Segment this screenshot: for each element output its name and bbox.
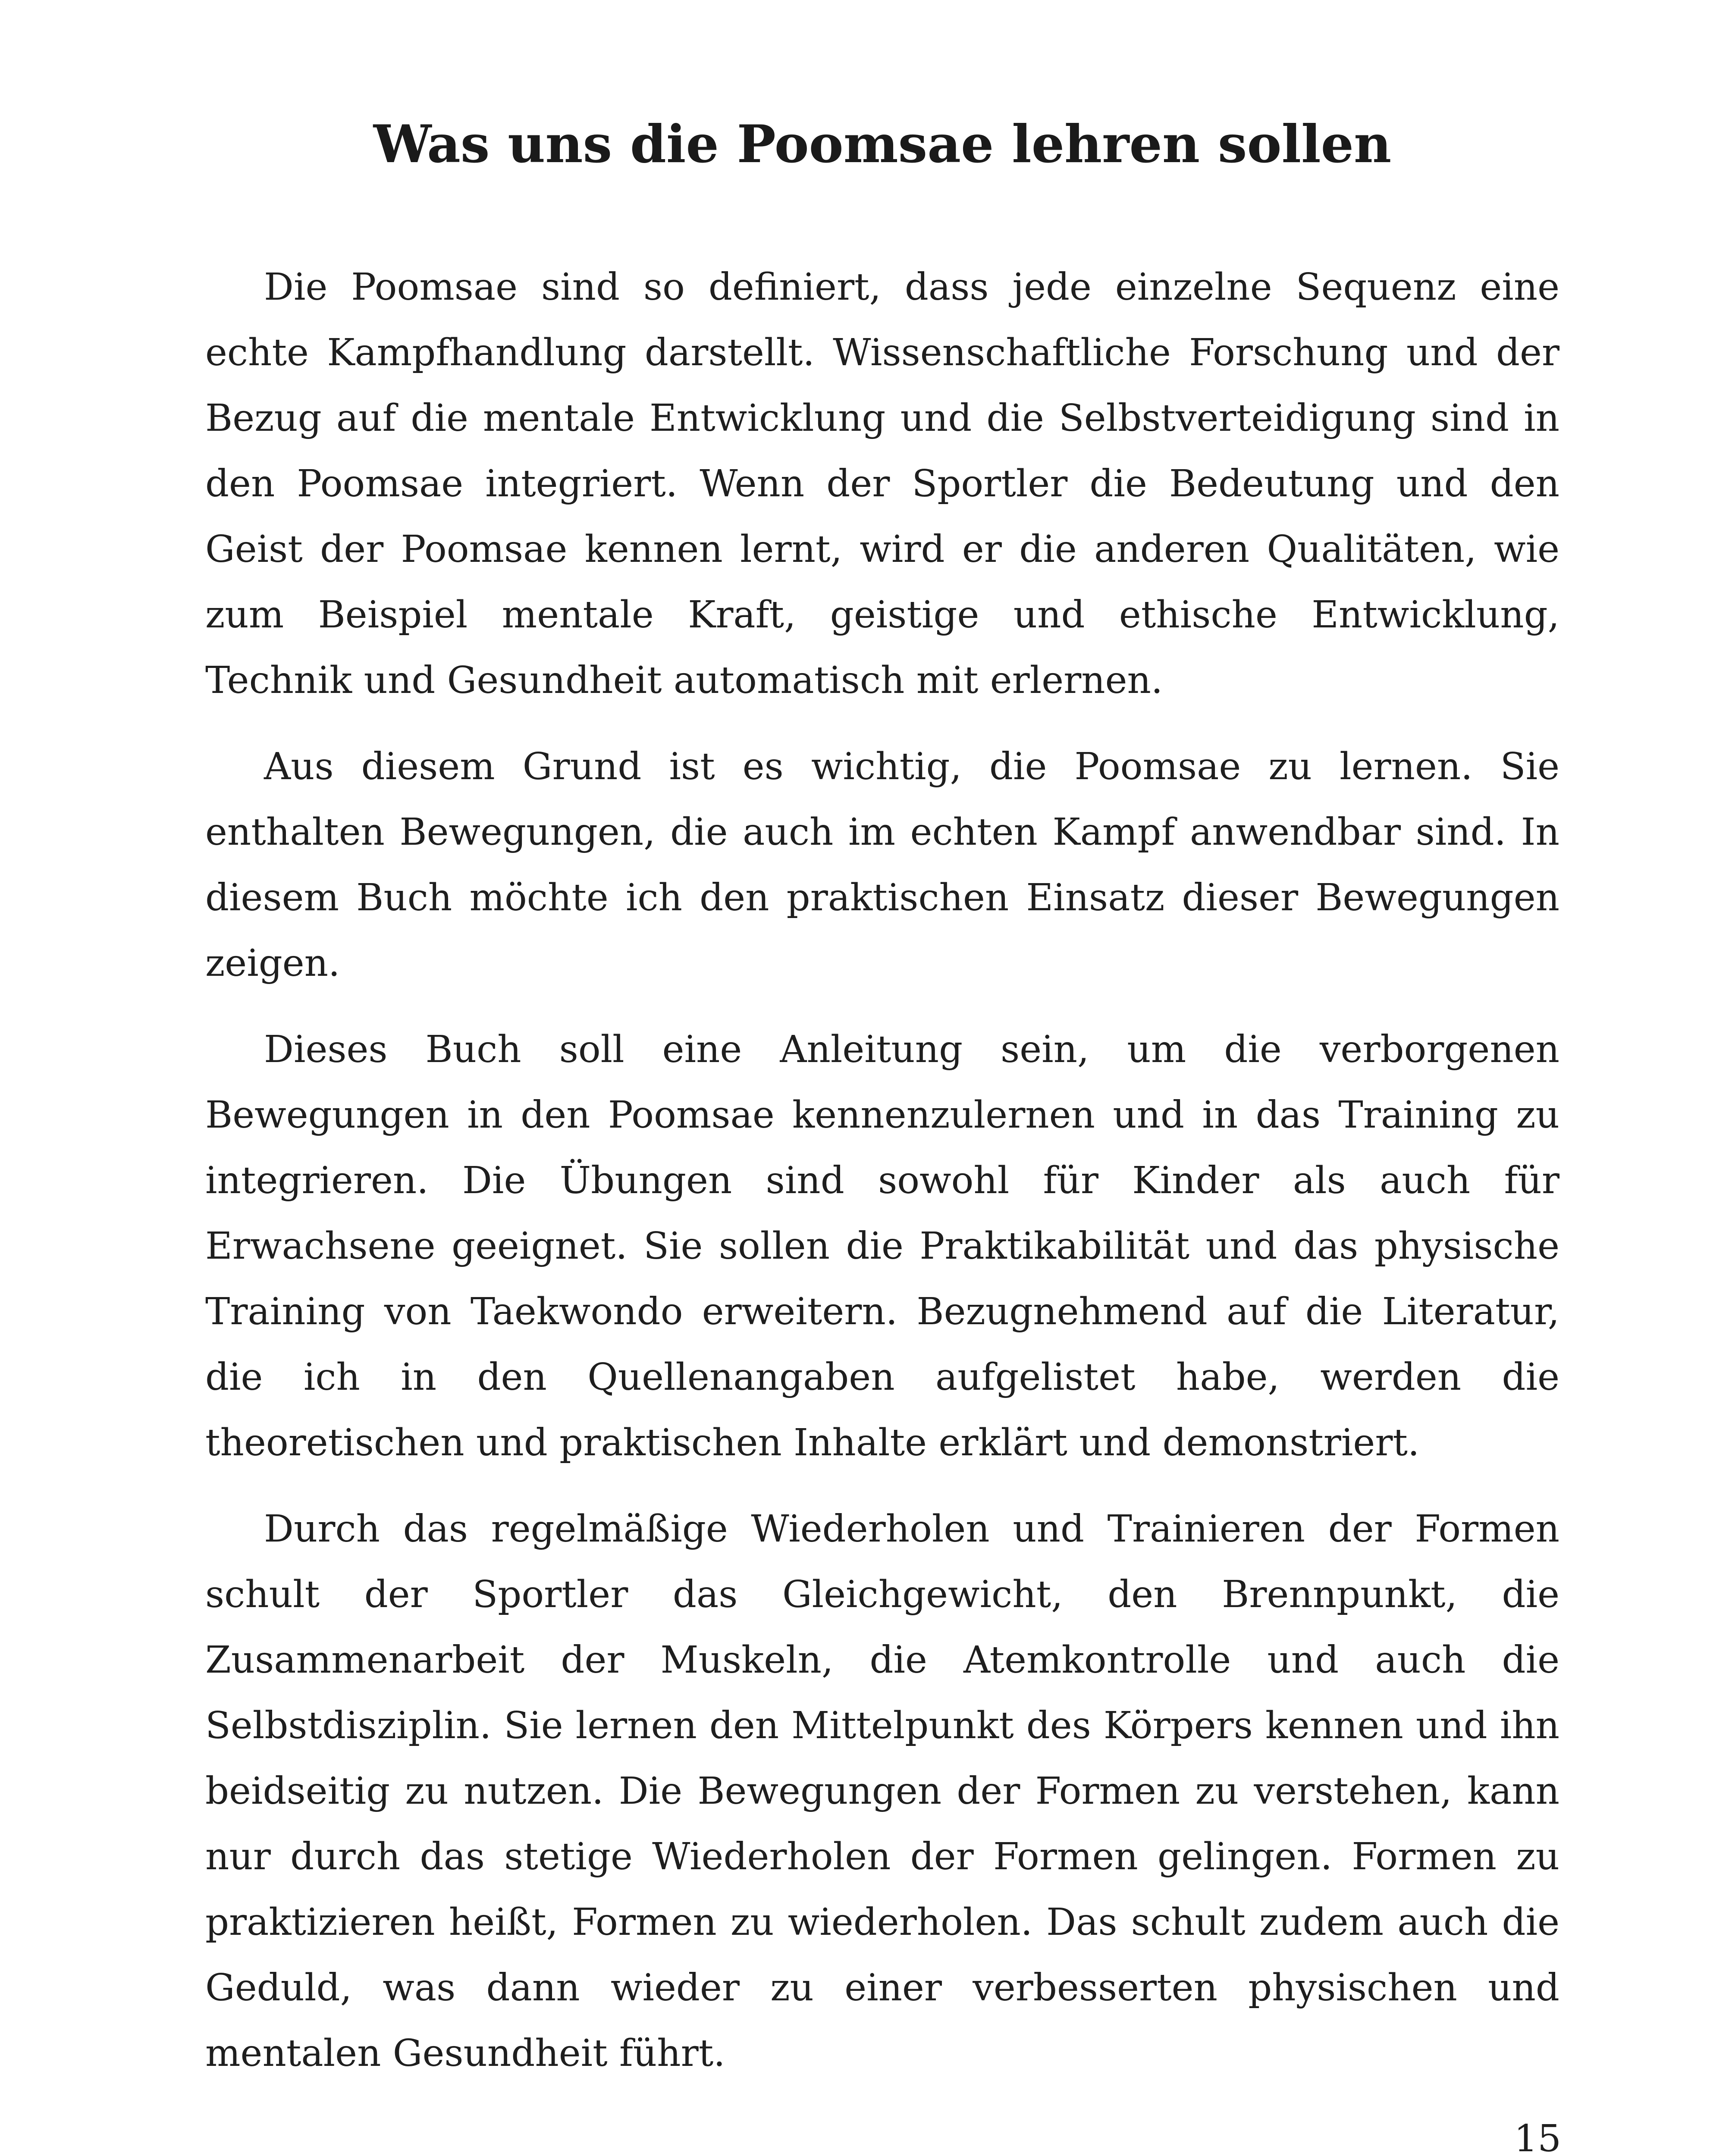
paragraph-2: Aus diesem Grund ist es wichtig, die Poomsae zu lernen. Sie enthalten Bewegungen, die auch im echten Kampf anwendbar sind. In diesem Buch möchte ich den praktischen Einsatz dieser Bewegungen zeigen. (205, 745, 1559, 985)
page-number: 15 (1514, 2117, 1561, 2156)
paragraph-1: Die Poomsae sind so definiert, dass jede einzelne Sequenz eine echte Kampfhandlung darstellt. Wissenschaftliche Forschung und der Bezug auf die mentale Entwicklung und die Selbstverteidigung sind in den Poomsae integriert. Wenn der Sportler die Bedeutung und den Geist der Poomsae kennen lernt, wird er die anderen Qualitäten, wie zum Beispiel mentale Kraft, geistige und ethische Entwicklung, Technik und Gesundheit automatisch mit erlernen. (205, 266, 1559, 702)
paragraph-3: Dieses Buch soll eine Anleitung sein, um die verborgenen Bewegungen in den Poomsae kennenzulernen und in das Training zu integrieren. Die Übungen sind sowohl für Kinder als auch für Erwachsene geeignet. Sie sollen die Praktikabilität und das physische Training von Taekwondo erweitern. Bezugnehmend auf die Literatur, die ich in den Quellenangaben aufgelistet habe, werden die theoretischen und praktischen Inhalte erklärt und demonstriert. (205, 1028, 1559, 1464)
page-title: Was uns die Poomsae lehren sollen (373, 114, 1392, 175)
paragraph-4: Durch das regelmäßige Wiederholen und Trainieren der Formen schult der Sportler das Gleichgewicht, den Brennpunkt, die Zusammenarbeit der Muskeln, die Atemkontrolle und auch die Selbstdisziplin. Sie lernen den Mittelpunkt des Körpers kennen und ihn beidseitig zu nutzen. Die Bewegungen der Formen zu verstehen, kann nur durch das stetige Wiederholen der Formen gelingen. Formen zu praktizieren heißt, Formen zu wiederholen. Das schult zudem auch die Geduld, was dann wieder zu einer verbesserten physischen und mentalen Gesundheit führt. (205, 1507, 1559, 2075)
body-text (205, 254, 1559, 2086)
